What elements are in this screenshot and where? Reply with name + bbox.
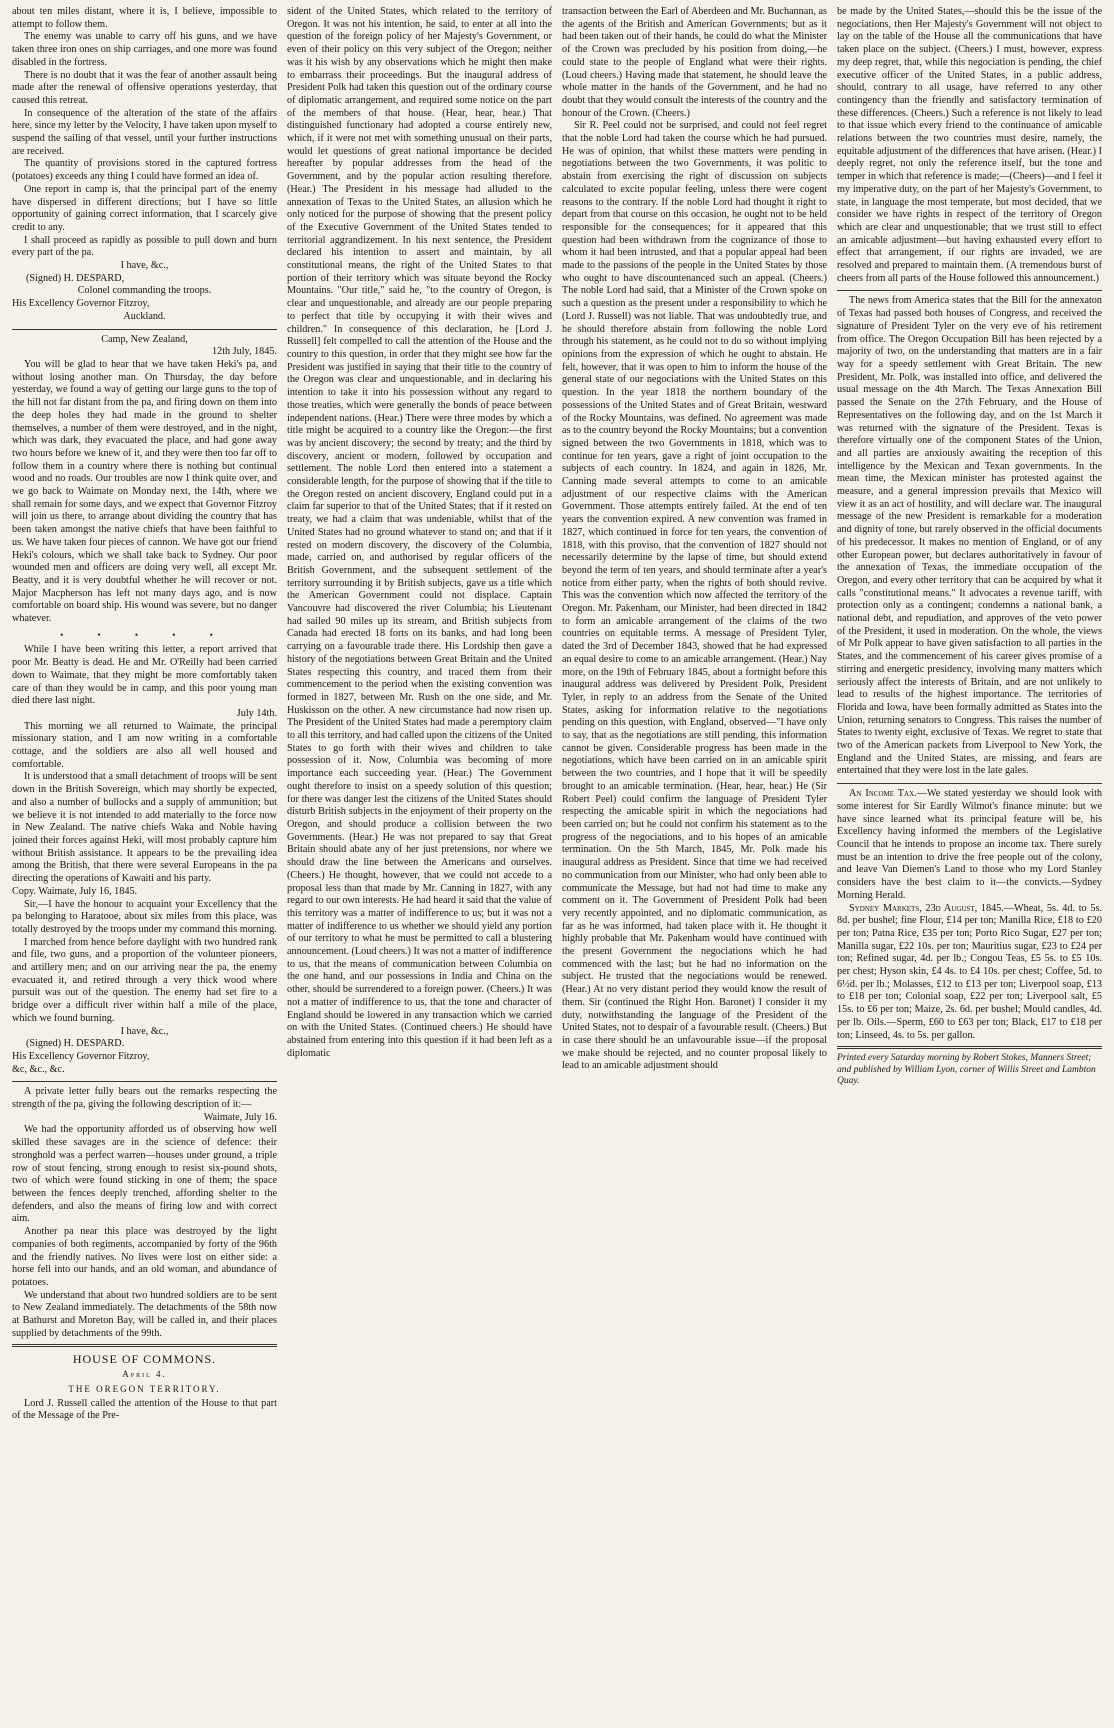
letter-closing: I have, &c.,: [120, 260, 169, 272]
article-lead: Sydney Markets, 23d August, 1845.: [849, 902, 1004, 914]
paragraph: We had the opportunity afforded us of observing how well skilled these savages are in the science of defence: their stronghold was a perfect warren—houses under ground, a triple row of stout fencing, strong enough to resist six-pound shots, two of which were found sticking in one of them; the space between the fences deeply trenched, affording shelter to the defenders, and also the means of firing low and with correct aim.: [12, 1124, 277, 1225]
column-4: [837, 6, 1102, 1724]
addressee-place: &c, &c., &c.: [12, 1063, 65, 1075]
dateline: 12th July, 1845.: [212, 346, 277, 358]
paragraph: The news from America states that the Bill for the annexaton of Texas had passed both houses of Congress, and received the signature of President Tyler on the very eve of his retirement from office. The Oregon Occupation Bill has been rejected by a majority of two, on the understanding that matters are in a fair way for a speedy settlement with Great Britain. The new President, Mr. Polk, was installed into office, and delivered the usual message on the 4th March. The Texas Annexation Bill passed the Senate on the 27th February, and the House of Representatives on the following day, and on the 1st March it was returned with the signature of the President. Texas is therefore virtually one of the component States of the Union, and all parties are anxiously awaiting the reception of this intelligence by the Mexican and Texan governments. In the mean time, the Mexican minister has protested against the measure, and a general impression prevails that Mexico will view it as an act of hostility, and will declare war. The inaugural message of the new President is remarkable for a moderation and dignity of tone, but rarely observed in the official documents of his predecessor. It makes no mention of England, or of any other European power, but declares authoritatively in favour of the annexation of Texas, the immediate occupation of the Oregon, and every other territory that can be acquired by what it calls "constitutional means." It advocates a revenue tariff, with protection only as a contingent; condemns a national bank, a national debt, and repudiation, and approves of the veto power of the President, it used in moderation. On the whole, the views of Mr Polk appear to have given satisfaction to all parties in the States, and the commencement of his career gives promise of a stirring and energetic presidency, involving many matters which seriously affect the interests of Britain, and are not unlikely to lead to results of the highest importance. The territories of Florida and Iowa, have been formally admitted as States into the Union, returning senators to Congress. This raises the number of States to twenty eight, exclusive of Texas. We regret to state that two of the American packets from Liverpool to New York, the England and the United States, are missing, and fears are entertained that they were lost in the late gales.: [837, 295, 1102, 777]
article-body: —Wheat, 5s. 4d. to 5s. 8d. per bushel; fine Flour, £14 per ton; Manilla Rice, £18 to £20 per ton; Patna Rice, £35 per ton; Porto Rico Sugar, £27 per ton; Manilla sugar, £22 10s. per ton; Mauritius sugar, £23 to £24 per ton; Refined sugar, 4d. per lb.; Congou Teas, £5 5s. to £5 10s. per chest; Hyson skin, £4 4s. to £4 10s. per chest; Coffee, 5d. to 6½d. per lb.; Molasses, £12 to £13 per ton; Liverpool soap, £13 to £18 per ton; Colonial soap, £22 per ton; Liverpool salt, £5 15s. to £6 per ton; Maize, 2s. 6d. per bushel; Mould candles, 4d. per lb. Oils.—Sperm, £60 to £63 per ton; Black, £17 to £18 per ton; Linseed, 4s. to 5s. per gallon.: [837, 902, 1102, 1041]
article-body: —We stated yesterday we should look with some interest for Sir Eardly Wilmot's finance minute: but we have since learned what its principal feature will be, his Excellency having informed the members of the Legislative Council that he intends to propose an income tax. There surely must be an intention to drive the free people out of the colony, and leave Van Diemen's Land to those who my Lord Stanley considers have the best claim to it—the convicts.—Sydney Morning Herald.: [837, 788, 1102, 901]
section-date: April 4.: [122, 1369, 167, 1380]
paragraph: Sir,—I have the honour to acquaint your Excellency that the pa belonging to Haratooe, about six miles from this place, was totally destroyed by the troops under my command this morning.: [12, 898, 277, 935]
divider: [837, 290, 1102, 291]
paragraph: I shall proceed as rapidly as possible to pull down and burn every part of the pa.: [12, 234, 277, 259]
column-1: [12, 6, 277, 1724]
paragraph: While I have been writing this letter, a report arrived that poor Mr. Beatty is dead. He and Mr. O'Reilly had been carried down to Waimate, that they might be more comfortably taken care of than they would be in camp, and this poor young man died there last night.: [12, 644, 277, 707]
paragraph: You will be glad to hear that we have taken Heki's pa, and without losing another man. On Thursday, the day before yesterday, we found a way of getting our large guns to the top of the hill not far distant from the pa, and firing down on them into the deep holes they had made in the ground to shelter themselves, a number of them were destroyed, and in the night, which was dark, they evacuated the place, and had gone away two hours before we knew of it, and they were then too far off to follow them in a country where there is nothing but continual wood and no roads. Our troubles are now I think quite over, and we go back to Waimate on Monday next, the 14th, where we shall remain for some days, and we expect that Governor Fitzroy will join us there, to arrange about dividing the country that has been taken amongst the native chiefs that have been faithful to us. We have taken four pieces of cannon. We have got our friend Heki's colours, which we shall take back to Sydney. Our poor wounded men and officers are doing very well, all except Mr. Beatty, and it is very doubtful whether he will recover or not. Major Macpherson has left not many days ago, and is now comfortable on board ship. His wound was severe, but no danger whatever.: [12, 358, 277, 625]
paragraph: The enemy was unable to carry off his guns, and we have taken three iron ones on ship carriages, and one more was found disabled in the fortress.: [12, 31, 277, 68]
addressee-place: Auckland.: [123, 310, 166, 322]
letter-closing: I have, &c.,: [120, 1025, 169, 1037]
divider: [837, 783, 1102, 784]
signature: (Signed) H. DESPARD.: [26, 1038, 125, 1050]
dateline: July 14th.: [236, 707, 277, 719]
addressee: His Excellency Governor Fitzroy,: [12, 1050, 150, 1062]
article-lead: An Income Tax.: [849, 788, 917, 800]
paragraph: about ten miles distant, where it is, I believe, impossible to attempt to follow them.: [12, 6, 277, 30]
paragraph: be made by the United States,—should this be the issue of the negociations, then Her Majesty's Government will not object to lay on the table of the House all the communications that have taken place on the subject. (Cheers.) I must, however, express my deep regret, that, while this negociation is pending, the chief executive officer of the United States, in a public address, should, contrary to all usage, have referred to any other contingency than the friendly and satisfactory termination of these differences. (Cheers.) Such a reference is not likely to lead to that issue which every friend to the continuance of amicable relations between the two countries must desire, namely, the equitable adjustment of the differences that have arisen. (Hear.) I deeply regret, not only the reference itself, but the tone and temper in which that reference is made;—(Cheers)—and I feel it my imperative duty, on the part of her Majesty's Government, to state, in language the most temperate, but most decided, that we consider we have rights in respect of the territory of Oregon which are clear and unquestionable; that we trust still to effect an amicable adjustment—but having exhausted every effort to effect that arrangement, if our rights are invaded, we are resolved and prepared to maintain them. (A tremendous burst of cheers from all parts of the House followed this announcement.): [837, 6, 1102, 284]
column-3: [562, 6, 827, 1724]
paragraph: sident of the United States, which related to the territory of Oregon. It was not his intention, he said, to enter at all into the question of the foreign policy of her Majesty's Government, or even of their policy on this very subject of the Oregon; neither was it his wish by any observations which he might then make to embarrass their proceedings. But the inaugural address of President Polk had taken this question out of the ordinary course of diplomatic arrangement, and required some notice on the part of the members of that house. (Hear, hear, hear.) That distinguished functionary had adopted a course entirely new, which, if it were not met with something unusual on their parts, would let questions of great national importance be decided hereafter by popular addresses from the head of the Government, and by the popular action resulting therefore. (Hear.) The President in his message had alluded to the annexation of Texas to the United States, an allusion which he only noticed for the purpose of showing that the present policy of the Executive Government of the United States tended to territorial aggrandizement. In his next sentence, the President declared his intention to assert and maintain, by all constitutional means, the right of the United States to that portion of their territory which was situate beyond the Rocky Mountains. "Our title," said he, "to the country of Oregon, is clear and unquestionable, and already are our people preparing to perfect that title by occupying it with their wives and children." In consequence of this declaration, he [Lord J. Russell] felt compelled to call the attention of the House and the country to this question, in order that they might see how far the President was justified in saying that their title to the country of the Oregon was clear and unquestionable, and in declaring his intention to take it into his possession without any regard to those treaties, which were generally the bonds of peace between independent nations. (Hear.) There were three modes by which a title might be acquired to a country like the Oregon:—the first was by ancient discovery; the second by treaty; and the third by discovery, ancient or modern, followed by occupation and settlement. The noble Lord then entered into a statement a considerable length, for the purpose of showing that if the title to the Oregon rested on ancient discovery, England could put in a claim far superior to that of the United States; that if it rested on treaty, we had a claim that was undeniable, whilst that of the United States had no ground whatever to stand on; and that if it rested on modern discovery, the discovery of the Columbia, made, carried on, and authorised by regular officers of the British Government, and the subsequent settlement of the territory surrounding it by British subjects, gave us a title which the American Government could not displace. Captain Vancouvre had discovered the river Columbia; his Lieutenant had sailed 90 miles up its stream, and British subjects from Canada had erected 18 forts on its banks, and had long been carrying on a favourable trade there. His Lordship then gave a history of the negotiations between Great Britain and the United States respecting this country, and traced them from their commencement to the period when the existing convention was formed in 1827, between Mr. Rush on the one side, and Mr. Huskisson on the other. A new circumstance had now risen up. The President of the United States had made a peremptory claim to all this territory, and had called upon the citizens of the United States to go forth with their wives and children to take possession of it. Now, Columbia was becoming of more importance each succeeding year. (Hear.) The Government ought therefore to insist on a speedy solution of this question; for there was danger lest the citizens of the United States should disturb British subjects in the enjoyment of their property on the Oregon, and should produce a collision between the two Governments. (Hear.) He was not prepared to say that Great Britain should abate any of her just pretensions, nor where we should draw the line between the Americans and ourselves. (Cheers.) He thought, however, that we could not accede to a proposal less than that made by Mr. Canning in 1827, with any regard to our own interests. He had heard it said that the value of this territory was a matter of indifference to us; but it was not a matter of indifference to us whether we should yield any portion of our territory to what he must be permitted to call a blustering announcement. (Loud cheers.) It was not a matter of indifference to us, that the means of communication between Columbia on the one hand, and our possessions in India and China on the other, should be surrendered to a foreign power. (Cheers.) It was not a matter of indifference to us, that the tone and character of England should be lowered in any transaction which we carried on with the United States. (Continued cheers.) He should have abstained from entering into this question if it had been left as a diplomatic: [287, 6, 552, 1059]
column-grid: [12, 6, 1102, 1724]
paragraph: The quantity of provisions stored in the captured fortress (potatoes) exceeds any thing I could have formed an idea of.: [12, 158, 277, 183]
divider: [12, 1344, 277, 1347]
printer-imprint: Printed every Saturday morning by Robert Stokes, Manners Street; and published by William Lyon, corner of Willis Street and Lambton Quay.: [837, 1053, 1096, 1087]
dateline: Camp, New Zealand,: [101, 333, 188, 345]
paragraph: Sir R. Peel could not be surprised, and could not feel regret that the noble Lord had taken the course which he had pursued. He was of opinion, that whilst these matters were pending in negotiations between the two Governments, it was politic to abstain from exercising the right of discussion on subjects calculated to excite popular feeling, unless there were cogent reasons to the contrary. If the noble Lord had thought it right to depart from that course on this occasion, he ought not to be held responsible for the consequences; for it appeared that this question had been withdrawn from the cognizance of those to whom it had been intrusted, and that a popular appeal had been made to the passions of the people in the United States by those who ought to have discountenanced such an appeal. (Cheers.) The noble Lord had said, that a Minister of the Crown spoke on such a question as the present under a responsibility to which he (Lord J. Russell) was not liable. That was undoubtedly true, and he should therefore abstain from following the noble Lord through his statement, as he could not to do so without implying opinions from the expression of which he ought to abstain. He felt, however, that it was open to him to inform the house of the general state of our negociations with the United States on this question. In the year 1818 the northern boundary of the possessions of the United States and of Great Britain, westward of the Rocky Mountains, was defined. No agreement was made as to the country beyond the Rocky Mountains; but a convention signed between the two Governments in 1818, which was to continue for ten years, gave a right of joint occupation to the subjects of each country. In 1824, and again in 1826, Mr. Canning made several attempts to come to an amicable adjustment of our respective claims with the American Government. Those attempts entirely failed. At the end of ten years the convention expired. A new convention was framed in 1827, which continued in force for ten years, the convention of 1818, with this proviso, that the convention of 1827 should not necessarily determine by the lapse of time, but should extend beyond the term of ten years, and should terminate after a year's notice from either party, when the rights of both should revive. This was the convention which now affected the territory of the Oregon. Mr. Pakenham, our Minister, had been directed in 1842 to form an amicable arrangement of the claims of the two countries on equitable terms. A message of President Tyler, dated the 3rd of December 1843, showed that he had expressed an equal desire to come to an amicable arrangement. (Hear.) Nay more, on the 19th of February 1845, about a fortnight before this inaugural address was delivered by President Polk, President Tyler, in reply to an address from the Senate of the United States, asking for information relative to the negotiations pending on this question, with England, observed—"I have only to say, that as the negotiations are still pending, this information cannot be given. Considerable progress has been made in the negotiations, which have been carried on in an amicable spirit between the two countries, and I hope that it will be speedily brought to an amicable termination. (Hear, hear, hear.) He (Sir Robert Peel) could confirm the language of President Tyler respecting the amicable spirit in which the negociations had been carried on; but he could not confirm his statement as to the progress of the negociations, and to his hopes of an amicable termination. On the 5th March, 1845, Mr. Polk made his inaugural address as President. Since that time we had received no communication from our Minister, who had only been able to communicate the Message, but had not had time to make any comment on it. The Government of President Polk had been very recently appointed, and no diplomatic communication, as far as he was informed, had taken place with it. He thought it highly probable that Mr. Pakenham would have continued with the present Government the negociations which he had commenced with the last; but he had no information on the subject. He trusted that the negociations would be renewed. (Hear.) At no very distant period they would know the result of them. Sir (continued the Right Hon. Baronet) I consider it my duty, notwithstanding the language of the President of the United States, not to despair of a favourable result. (Cheers.) But in case there should be an unfavourable issue—if the proposal we make should be rejected, and no counter proposal likely to lead to an amicable adjustment should: [562, 120, 827, 1072]
paragraph: Another pa near this place was destroyed by the light companies of both regiments, accompanied by forty of the 96th and the friendly natives. No lives were lost on either side: a horse fell into our hands, and an old woman, and abundance of potatoes.: [12, 1226, 277, 1288]
paragraph: [837, 903, 1102, 1043]
paragraph: Lord J. Russell called the attention of the House to that part of the Message of the Pre-: [12, 1397, 277, 1422]
paragraph: This morning we all returned to Waimate, the principal missionary station, and I am now writing in a comfortable cottage, and the soldiers are also all well housed and comfortable.: [12, 720, 277, 770]
paragraph: [837, 788, 1102, 902]
section-subheading: THE OREGON TERRITORY.: [68, 1383, 221, 1394]
divider: [837, 1046, 1102, 1049]
column-2: [287, 6, 552, 1724]
paragraph: In consequence of the alteration of the state of the affairs here, since my letter by the Velocity, I have taken upon myself to suspend the sailing of that vessel, until your further instructions are received.: [12, 107, 277, 157]
paragraph: We understand that about two hundred soldiers are to be sent to New Zealand immediately. The detachments of the 58th now at Bathurst and Moreton Bay, will be called in, and their places supplied by detachments of the 99th.: [12, 1289, 277, 1339]
dateline: Waimate, July 16.: [203, 1111, 277, 1123]
section-heading: HOUSE OF COMMONS.: [72, 1352, 217, 1367]
paragraph: I marched from hence before daylight with two hundred rank and file, two guns, and a proportion of the volunteer pioneers, and artillery men; and on our arriving near the pa, the enemy evacuated it, and retired through a very thick wood where pursuit was out of the question. The enemy had set fire to a bridge over a difficult river within half a mile of the place, which we found burning.: [12, 936, 277, 1024]
divider: [12, 1081, 277, 1082]
signature-title: Colonel commanding the troops.: [77, 285, 212, 297]
divider: [12, 329, 277, 330]
paragraph: One report in camp is, that the principal part of the enemy have dispersed in different directions; but I have so little opportunity of gaining correct information, that I scarcely give credit to any.: [12, 183, 277, 233]
addressee: His Excellency Governor Fitzroy,: [12, 298, 150, 310]
paragraph: A private letter fully bears out the remarks respecting the strength of the pa, giving the following description of it:—: [12, 1086, 277, 1111]
paragraph: transaction between the Earl of Aberdeen and Mr. Buchannan, as the agents of the British and American Governments; but as it had been taken out of their hands, he could do what the Minister of the Crown was precluded by his position from doing,—he could state to the people of England what were their rights. (Loud cheers.) Having made that statement, he should leave the whole matter in the hands of the Government, and he had no doubt that they would consult the interests of the country and the honour of the Crown. (Cheers.): [562, 6, 827, 119]
section-break: • • • • •: [60, 629, 229, 640]
paragraph: There is no doubt that it was the fear of another assault being made after the renewal of offensive operations yesterday, that caused this retreat.: [12, 69, 277, 106]
signature: (Signed) H. DESPARD,: [26, 272, 125, 284]
dateline: Copy. Waimate, July 16, 1845.: [12, 885, 138, 897]
paragraph: It is understood that a small detachment of troops will be sent down in the British Sovereign, which may shortly be expected, and also a number of bullocks and a supply of ammunition; but we believe it is not intended to add materially to the force now in New Zealand. The native chiefs Waka and Noble having joined their forces against Heki, will most probably capture him without British assistance. It appears to be the prevailing idea among the British, that there were several Europeans in the pa directing the operations of Kawaiti and his party.: [12, 771, 277, 885]
